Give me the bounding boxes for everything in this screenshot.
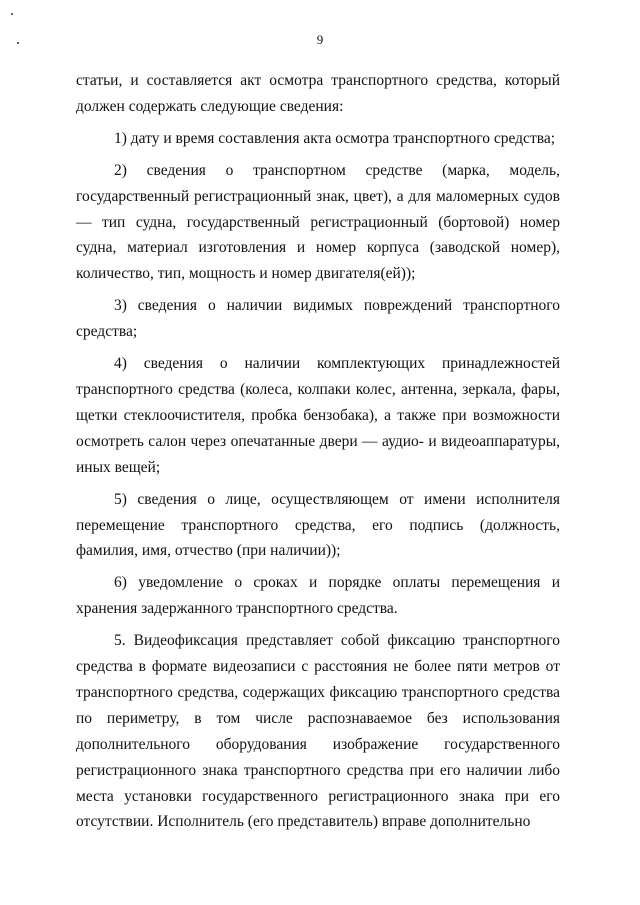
paragraph-item-1: 1) дату и время составления акта осмотра транспортного средства; bbox=[114, 129, 556, 147]
document-body bbox=[76, 68, 560, 835]
paragraph-item-4: 4) сведения о наличии комплектующих принадлежностей транспортного средства (колеса, колпаки колес, антенна, зеркала, фары, щетки стеклоочистителя, пробка бензобака), а также при возможности осмотреть салон через опечатанные двери — аудио- и видеоаппаратуры, иных вещей; bbox=[76, 355, 560, 476]
paragraph-item-2: 2) сведения о транспортном средстве (марка, модель, государственный регистрационный знак, цвет), а для маломерных судов — тип судна, государственный регистрационный (бортовой) номер судна, материал изготовления и номер корпуса (заводской номер), количество, тип, мощность и номер двигателя(ей)); bbox=[76, 161, 560, 283]
paragraph-item-6: 6) уведомление о сроках и порядке оплаты перемещения и хранения задержанного транспортного средства. bbox=[76, 574, 560, 618]
paragraph-item-5: 5) сведения о лице, осуществляющем от имени исполнителя перемещение транспортного средства, его подпись (должность, фамилия, имя, отчество (при наличии)); bbox=[76, 490, 560, 560]
paragraph-section-5: 5. Видеофиксация представляет собой фиксацию транспортного средства в формате видеозаписи с расстояния не более пяти метров от транспортного средства, содержащих фиксацию транспортного средства по периметру, в том числе распознаваемое без использования дополнительного оборудования изображение государственного регистрационного знака транспортного средства при его наличии либо места установки государственного регистрационного знака при его отсутствии. Исполнитель (его представитель) вправе дополнительно bbox=[76, 632, 560, 831]
paragraph-intro: статьи, и составляется акт осмотра транспортного средства, который должен содержать следующие сведения: bbox=[76, 72, 560, 115]
paragraph-item-3: 3) сведения о наличии видимых повреждений транспортного средства; bbox=[76, 297, 560, 341]
page-number: 9 bbox=[316, 32, 324, 47]
scan-artifact-dot bbox=[11, 13, 13, 15]
